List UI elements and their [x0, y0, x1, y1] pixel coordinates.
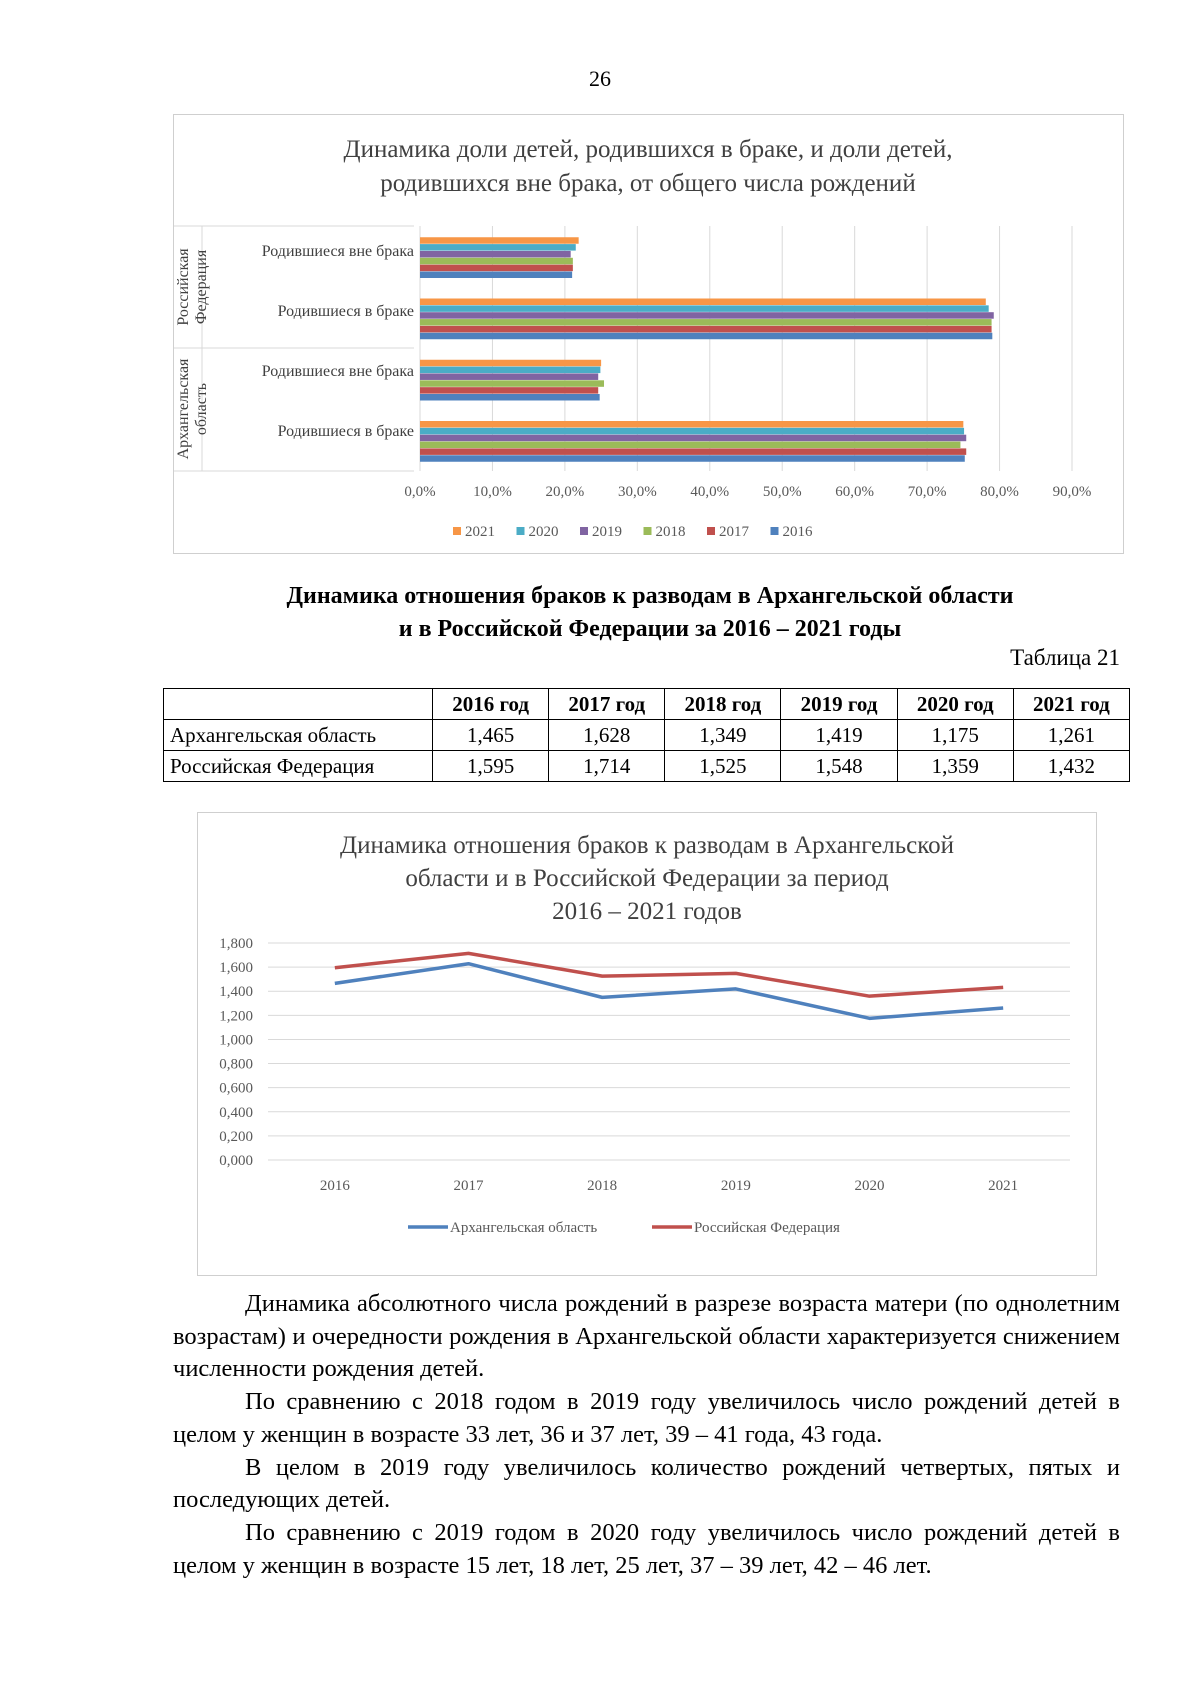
table-cell: 1,525 [665, 751, 781, 782]
x-tick-label: 2021 [988, 1178, 1019, 1194]
table-cell: 1,714 [549, 751, 665, 782]
x-tick-label: 2017 [453, 1178, 484, 1194]
bar-x-tick-label: 90,0% [1052, 484, 1092, 500]
bar-x-tick-label: 50,0% [762, 484, 802, 500]
marriage-divorce-table [163, 688, 1130, 782]
bar-x-tick-label: 80,0% [980, 484, 1019, 500]
table-cell: 1,175 [897, 720, 1013, 751]
group-label-ao-line-2: область [193, 382, 210, 436]
bar-x-tick-label: 40,0% [690, 484, 730, 500]
bar-x-tick-label: 60,0% [835, 484, 875, 500]
legend-label: 2020 [528, 524, 559, 540]
table-cell: 1,349 [665, 720, 781, 751]
bar-2021 [420, 360, 601, 367]
table-header-row [164, 689, 1130, 720]
legend-label: 2021 [465, 524, 495, 540]
line-chart [198, 813, 1096, 1275]
body-text [173, 1288, 1120, 1582]
y-tick-label: 0,000 [219, 1153, 253, 1169]
legend-swatch [644, 527, 652, 535]
x-tick-label: 2016 [319, 1178, 350, 1194]
legend-label: 2016 [782, 524, 813, 540]
x-tick-label: 2018 [587, 1178, 618, 1194]
legend-label: Российская Федерация [694, 1220, 840, 1236]
bar-2018 [420, 380, 604, 387]
bar-2021 [420, 421, 963, 428]
bar-2016 [420, 333, 992, 340]
bar-x-tick-label: 30,0% [617, 484, 657, 500]
bar-2017 [420, 448, 966, 455]
bar-2016 [420, 272, 572, 279]
y-tick-label: 0,800 [219, 1056, 253, 1073]
y-tick-label: 1,600 [219, 960, 253, 977]
line-chart-series [335, 953, 1003, 1018]
bar-2017 [420, 326, 992, 333]
bar-chart-frame [173, 114, 1124, 554]
series-line [335, 953, 1003, 996]
bar-chart-x-ticks [404, 484, 1091, 500]
y-tick-label: 0,600 [219, 1080, 253, 1097]
legend-label: Архангельская область [450, 1220, 598, 1236]
bar-2018 [420, 319, 992, 326]
paragraph: По сравнению с 2019 годом в 2020 году увеличилось число рождений детей в целом у женщин в возрасте 15 лет, 18 лет, 25 лет, 37 – 39 лет, 42 – 46 лет. [173, 1518, 1120, 1579]
bar-2020 [420, 244, 576, 251]
y-tick-label: 1,000 [219, 1032, 253, 1049]
table-cell: 1,261 [1013, 720, 1129, 751]
bar-chart-title-line-2: родившихся вне брака, от общего числа рождений [380, 170, 916, 197]
x-tick-label: 2019 [720, 1178, 751, 1194]
table-cell: 1,419 [781, 720, 897, 751]
legend-label: 2018 [655, 524, 686, 540]
table-row [164, 751, 1130, 782]
line-chart-legend [408, 1220, 840, 1236]
bar-2020 [420, 367, 600, 374]
bar-2019 [420, 435, 966, 442]
bar-2019 [420, 373, 598, 380]
table-cell: 1,628 [549, 720, 665, 751]
y-tick-label: 1,200 [219, 1008, 253, 1025]
y-tick-label: 1,400 [219, 984, 253, 1001]
bar-x-tick-label: 20,0% [545, 484, 585, 500]
table-row-label: Архангельская область [164, 720, 433, 751]
bar-2017 [420, 265, 573, 272]
table-number: Таблица 21 [1010, 645, 1120, 670]
category-label-rf-in: Родившиеся в браке [277, 303, 414, 320]
table-cell: 1,432 [1013, 751, 1129, 782]
table-header-cell: 2021 год [1013, 689, 1129, 720]
bar-2018 [420, 442, 960, 449]
line-chart-title-line-1: Динамика отношения браков к разводам в Архангельской [340, 832, 954, 859]
page-number: 26 [589, 66, 611, 91]
table-cell: 1,595 [433, 751, 549, 782]
bar-x-tick-label: 70,0% [907, 484, 947, 500]
bar-2019 [420, 312, 994, 319]
bar-chart-bars [420, 237, 994, 462]
legend-label: 2019 [592, 524, 622, 540]
line-chart-title-line-2: области и в Российской Федерации за период [405, 865, 889, 892]
bar-2020 [420, 305, 989, 312]
line-chart-title-line-3: 2016 – 2021 годов [552, 898, 742, 925]
bar-chart-title-line-1: Динамика доли детей, родившихся в браке, и доли детей, [343, 136, 953, 163]
paragraph: По сравнению с 2018 годом в 2019 году увеличилось число рождений детей в целом у женщин в возрасте 33 лет, 36 и 37 лет, 39 – 41 года, 43 года. [173, 1388, 1120, 1448]
bar-2020 [420, 428, 964, 435]
category-label-ao-in: Родившиеся в браке [277, 423, 414, 440]
line-chart-frame [197, 812, 1097, 1276]
bar-2021 [420, 299, 986, 306]
legend-swatch [517, 527, 525, 535]
bar-2016 [420, 455, 965, 462]
table-cell: 1,465 [433, 720, 549, 751]
bar-chart-legend [453, 524, 813, 540]
category-label-rf-out: Родившиеся вне брака [261, 243, 414, 260]
legend-label: 2017 [719, 524, 749, 540]
bar-2021 [420, 237, 579, 244]
table-cell: 1,359 [897, 751, 1013, 782]
bar-chart [174, 115, 1123, 553]
table-header-cell [164, 689, 433, 720]
paragraph: В целом в 2019 году увеличилось количество рождений четвертых, пятых и последующих детей. [173, 1453, 1120, 1514]
table-heading [0, 580, 1200, 646]
bar-x-tick-label: 0,0% [404, 484, 436, 500]
y-tick-label: 0,200 [219, 1128, 253, 1145]
legend-swatch [771, 527, 779, 535]
legend-swatch [707, 527, 715, 535]
table-row [164, 720, 1130, 751]
bar-2019 [420, 251, 571, 258]
group-label-ao-line-1: Архангельская [175, 358, 192, 460]
table-header-cell: 2019 год [781, 689, 897, 720]
table-header-cell: 2016 год [433, 689, 549, 720]
y-tick-label: 0,400 [219, 1104, 253, 1121]
category-label-ao-out: Родившиеся вне брака [261, 363, 414, 380]
table-row-label: Российская Федерация [164, 751, 433, 782]
legend-swatch [453, 527, 461, 535]
paragraph: Динамика абсолютного числа рождений в разрезе возраста матери (по однолетним возрастам) и очередности рождения в Архангельской области характеризуется снижением численности рождения детей. [173, 1290, 1120, 1383]
group-label-rf-line-1: Российская [175, 248, 192, 326]
y-tick-label: 1,800 [219, 936, 253, 952]
table-cell: 1,548 [781, 751, 897, 782]
x-tick-label: 2020 [854, 1178, 885, 1194]
table-header-cell: 2018 год [665, 689, 781, 720]
bar-2018 [420, 258, 573, 265]
table-header-cell: 2017 год [549, 689, 665, 720]
table-heading-line-1: Динамика отношения браков к разводам в Архангельской области [286, 583, 1014, 609]
table-header-cell: 2020 год [897, 689, 1013, 720]
legend-swatch [580, 527, 588, 535]
bar-2017 [420, 387, 598, 394]
group-label-rf-line-2: Федерация [193, 249, 210, 325]
bar-x-tick-label: 10,0% [473, 484, 512, 500]
table-heading-line-2: и в Российской Федерации за 2016 – 2021 годы [398, 616, 902, 642]
bar-2016 [420, 394, 600, 401]
